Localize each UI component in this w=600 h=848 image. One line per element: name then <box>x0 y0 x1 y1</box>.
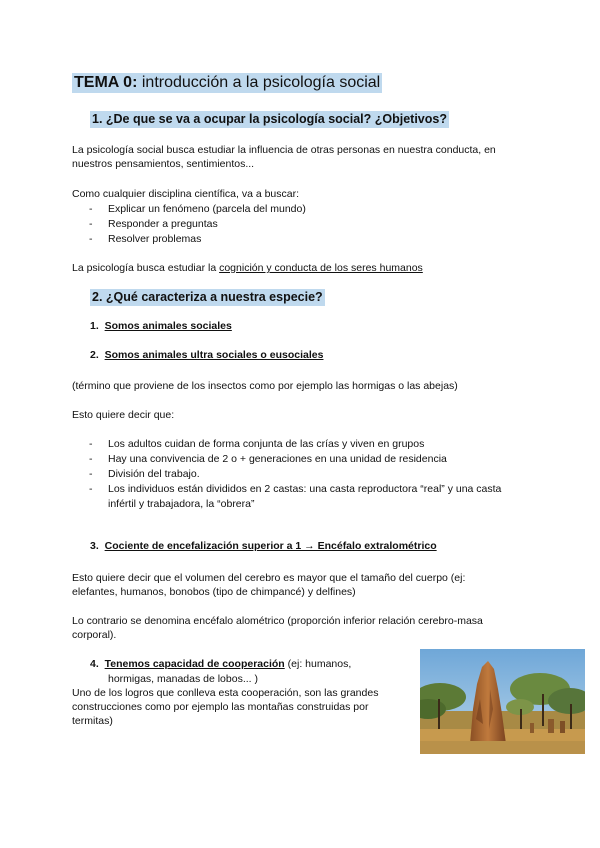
paragraph-line: corporal). <box>72 629 117 641</box>
paragraph-line: La psicología social busca estudiar la influencia de otras personas en nuestra conducta, en <box>72 144 496 156</box>
list-item: - División del trabajo. <box>89 468 200 480</box>
numbered-item: 4. Tenemos capacidad de cooperación (ej: humanos, <box>90 658 352 670</box>
termite-mound-photo <box>420 649 585 754</box>
list-item: - Los adultos cuidan de forma conjunta de las crías y viven en grupos <box>89 438 425 450</box>
paragraph: (término que proviene de los insectos como por ejemplo las hormigas o las abejas) <box>72 380 458 392</box>
numbered-item: 1. Somos animales sociales <box>90 320 232 332</box>
paragraph-line: elefantes, humanos, bonobos (tipo de chimpancé) y delfines) <box>72 586 356 598</box>
list-item: - Responder a preguntas <box>89 218 218 230</box>
section-2-heading: 2. ¿Qué caracteriza a nuestra especie? <box>92 290 323 304</box>
list-item: - Resolver problemas <box>89 233 202 245</box>
paragraph-line: Lo contrario se denomina encéfalo alométrico (proporción inferior relación cerebro-masa <box>72 615 483 627</box>
numbered-item-continuation: hormigas, manadas de lobos... ) <box>108 673 258 685</box>
paragraph-line: Uno de los logros que conlleva esta cooperación, son las grandes <box>72 687 379 699</box>
list-item: - Los individuos están divididos en 2 castas: una casta reproductora “real” y una casta <box>89 483 502 495</box>
list-item-continuation: infértil y trabajadora, la “obrera” <box>108 498 255 510</box>
page-title: TEMA 0: introducción a la psicología social <box>74 74 381 91</box>
numbered-item: 2. Somos animales ultra sociales o eusociales <box>90 349 324 361</box>
paragraph: Esto quiere decir que: <box>72 409 175 421</box>
paragraph-line: Esto quiere decir que el volumen del cerebro es mayor que el tamaño del cuerpo (ej: <box>72 572 466 584</box>
paragraph: Como cualquier disciplina científica, va a buscar: <box>72 188 300 200</box>
paragraph-line: termitas) <box>72 715 113 727</box>
underlined-phrase: cognición y conducta de los seres humanos <box>219 262 423 274</box>
paragraph-line: construcciones como por ejemplo las montañas construidas por <box>72 701 369 713</box>
list-item: - Hay una convivencia de 2 o + generaciones en una unidad de residencia <box>89 453 447 465</box>
numbered-item: 3. Cociente de encefalización superior a 1 → Encéfalo extralométrico <box>90 540 437 552</box>
paragraph-line: nuestros pensamientos, sentimientos... <box>72 158 255 170</box>
paragraph: La psicología busca estudiar la cognición y conducta de los seres humanos <box>72 262 423 274</box>
list-item: - Explicar un fenómeno (parcela del mundo) <box>89 203 306 215</box>
section-1-heading: 1. ¿De que se va a ocupar la psicología social? ¿Objetivos? <box>92 112 447 126</box>
